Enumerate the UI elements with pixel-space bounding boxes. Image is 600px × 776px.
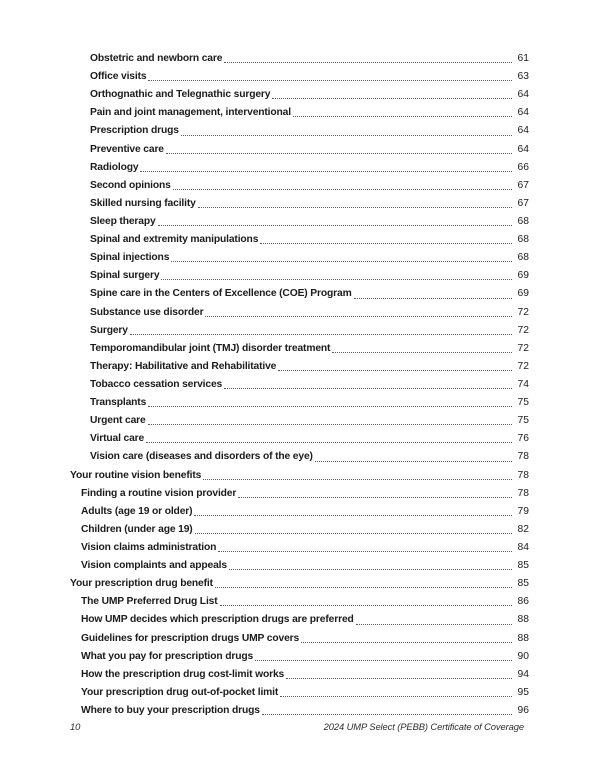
toc-entry [70,267,529,285]
dot-leader [161,279,512,280]
toc-entry-page-number: 64 [517,125,529,137]
toc-entry-page-number: 78 [517,487,529,499]
toc-entry [70,68,529,86]
toc-entry-label: Spinal and extremity manipulations [90,234,259,246]
toc-entry-page-number: 79 [517,505,529,517]
toc-entry-page-number: 94 [517,668,529,680]
toc-entry [70,575,529,593]
toc-entry-label: What you pay for prescription drugs [81,650,254,662]
toc-entry-label: Skilled nursing facility [90,197,196,209]
page-footer [70,721,524,732]
toc-entry [70,448,529,466]
table-of-contents [70,50,529,720]
dot-leader [195,533,512,534]
toc-entry-page-number: 63 [517,71,529,83]
toc-entry [70,630,529,648]
toc-entry-page-number: 72 [517,360,529,372]
dot-leader [218,551,512,552]
dot-leader [238,497,512,498]
dot-leader [293,116,512,117]
toc-entry-page-number: 61 [517,53,529,64]
toc-entry-label: Pain and joint management, interventional [90,107,291,119]
toc-entry-page-number: 67 [517,179,529,191]
toc-entry-label: Substance use disorder [90,306,204,318]
toc-entry-page-number: 76 [517,433,529,445]
toc-entry-page-number: 86 [517,596,529,608]
toc-entry-label: Radiology [90,161,139,173]
toc-entry [70,539,529,557]
dot-leader [278,370,512,371]
toc-entry-label: Second opinions [90,179,171,191]
toc-entry-label: Surgery [90,324,128,336]
dot-leader [140,171,512,172]
toc-entry-page-number: 66 [517,161,529,173]
dot-leader [301,642,512,643]
toc-entry-page-number: 75 [517,397,529,409]
dot-leader [203,479,512,480]
dot-leader [354,298,512,299]
toc-entry [70,86,529,104]
dot-leader [356,624,512,625]
toc-entry [70,702,529,720]
dot-leader [280,696,512,697]
toc-entry-label: Vision claims administration [81,541,217,553]
toc-entry-page-number: 95 [517,686,529,698]
toc-entry-label: Spine care in the Centers of Excellence (COE) Program [90,288,352,300]
toc-entry-page-number: 68 [517,234,529,246]
toc-entry-label: How the prescription drug cost-limit works [81,668,285,680]
dot-leader [171,261,512,262]
toc-entry [70,593,529,611]
toc-entry [70,304,529,322]
dot-leader [148,80,512,81]
dot-leader [166,153,512,154]
dot-leader [198,207,512,208]
toc-entry-page-number: 64 [517,89,529,101]
footer-document-title: 2024 UMP Select (PEBB) Certificate of Coverage [323,721,524,732]
dot-leader [130,334,512,335]
toc-entry-page-number: 74 [517,378,529,390]
toc-entry-label: Your prescription drug out-of-pocket limit [81,686,279,698]
dot-leader [215,587,512,588]
toc-entry-label: Preventive care [90,143,164,155]
toc-entry-label: Spinal surgery [90,270,160,282]
toc-entry [70,340,529,358]
toc-entry-label: Children (under age 19) [81,523,193,535]
dot-leader [158,225,512,226]
toc-entry [70,521,529,539]
toc-entry-label: Finding a routine vision provider [81,487,237,499]
toc-entry-page-number: 85 [517,578,529,590]
toc-entry [70,104,529,122]
toc-entry [70,195,529,213]
toc-entry [70,376,529,394]
toc-entry-page-number: 68 [517,215,529,227]
dot-leader [146,442,512,443]
dot-leader [173,189,512,190]
footer-page-number: 10 [70,721,81,732]
dot-leader [220,605,512,606]
dot-leader [332,352,512,353]
toc-entry-page-number: 72 [517,342,529,354]
toc-entry [70,322,529,340]
toc-entry-label: Sleep therapy [90,215,156,227]
dot-leader [148,424,512,425]
dot-leader [224,388,512,389]
toc-entry-page-number: 69 [517,288,529,300]
toc-entry-page-number: 64 [517,107,529,119]
toc-entry-label: Virtual care [90,433,145,445]
toc-entry-label: Obstetric and newborn care [90,53,223,64]
toc-entry-page-number: 67 [517,197,529,209]
dot-leader [255,660,512,661]
toc-entry [70,467,529,485]
toc-entry [70,557,529,575]
toc-entry [70,666,529,684]
toc-entry-label: Temporomandibular joint (TMJ) disorder treatment [90,342,331,354]
toc-entry-page-number: 85 [517,560,529,572]
toc-entry-page-number: 75 [517,415,529,427]
toc-entry-page-number: 82 [517,523,529,535]
toc-entry-page-number: 90 [517,650,529,662]
dot-leader [286,678,512,679]
toc-entry-page-number: 64 [517,143,529,155]
dot-leader [272,98,512,99]
toc-entry [70,648,529,666]
dot-leader [260,243,512,244]
toc-entry-label: Your routine vision benefits [70,469,202,481]
toc-entry-label: Your prescription drug benefit [70,578,213,590]
toc-entry [70,249,529,267]
toc-entry-label: How UMP decides which prescription drugs are preferred [81,614,354,626]
toc-entry-label: Therapy: Habilitative and Rehabilitative [90,360,277,372]
toc-entry [70,50,529,68]
toc-entry-page-number: 69 [517,270,529,282]
toc-entry-label: Guidelines for prescription drugs UMP covers [81,632,300,644]
dot-leader [181,135,512,136]
toc-entry [70,394,529,412]
toc-entry-page-number: 72 [517,306,529,318]
toc-entry [70,503,529,521]
toc-entry-page-number: 78 [517,469,529,481]
toc-entry [70,412,529,430]
dot-leader [229,569,512,570]
dot-leader [262,714,512,715]
toc-entry-label: Tobacco cessation services [90,378,223,390]
toc-entry [70,159,529,177]
toc-entry-label: Where to buy your prescription drugs [81,704,260,716]
toc-entry [70,611,529,629]
toc-entry [70,285,529,303]
toc-entry-page-number: 88 [517,632,529,644]
toc-entry-page-number: 96 [517,704,529,716]
toc-entry-page-number: 72 [517,324,529,336]
toc-entry [70,122,529,140]
dot-leader [194,515,512,516]
toc-entry [70,430,529,448]
toc-entry-label: Transplants [90,397,147,409]
toc-entry-page-number: 84 [517,541,529,553]
toc-entry [70,177,529,195]
dot-leader [315,461,512,462]
toc-entry [70,231,529,249]
toc-entry-page-number: 78 [517,451,529,463]
toc-entry-label: The UMP Preferred Drug List [81,596,218,608]
toc-entry [70,684,529,702]
toc-entry-label: Office visits [90,71,147,83]
toc-entry [70,485,529,503]
toc-entry-label: Spinal injections [90,252,170,264]
toc-entry-label: Vision complaints and appeals [81,560,227,572]
toc-entry-label: Prescription drugs [90,125,179,137]
toc-entry-page-number: 88 [517,614,529,626]
toc-entry-label: Orthognathic and Telegnathic surgery [90,89,271,101]
dot-leader [224,62,512,63]
toc-entry [70,141,529,159]
toc-entry-label: Vision care (diseases and disorders of the eye) [90,451,313,463]
dot-leader [148,406,512,407]
toc-entry-page-number: 68 [517,252,529,264]
toc-entry-label: Urgent care [90,415,146,427]
toc-entry-label: Adults (age 19 or older) [81,505,193,517]
toc-entry [70,358,529,376]
dot-leader [205,316,512,317]
toc-entry [70,213,529,231]
